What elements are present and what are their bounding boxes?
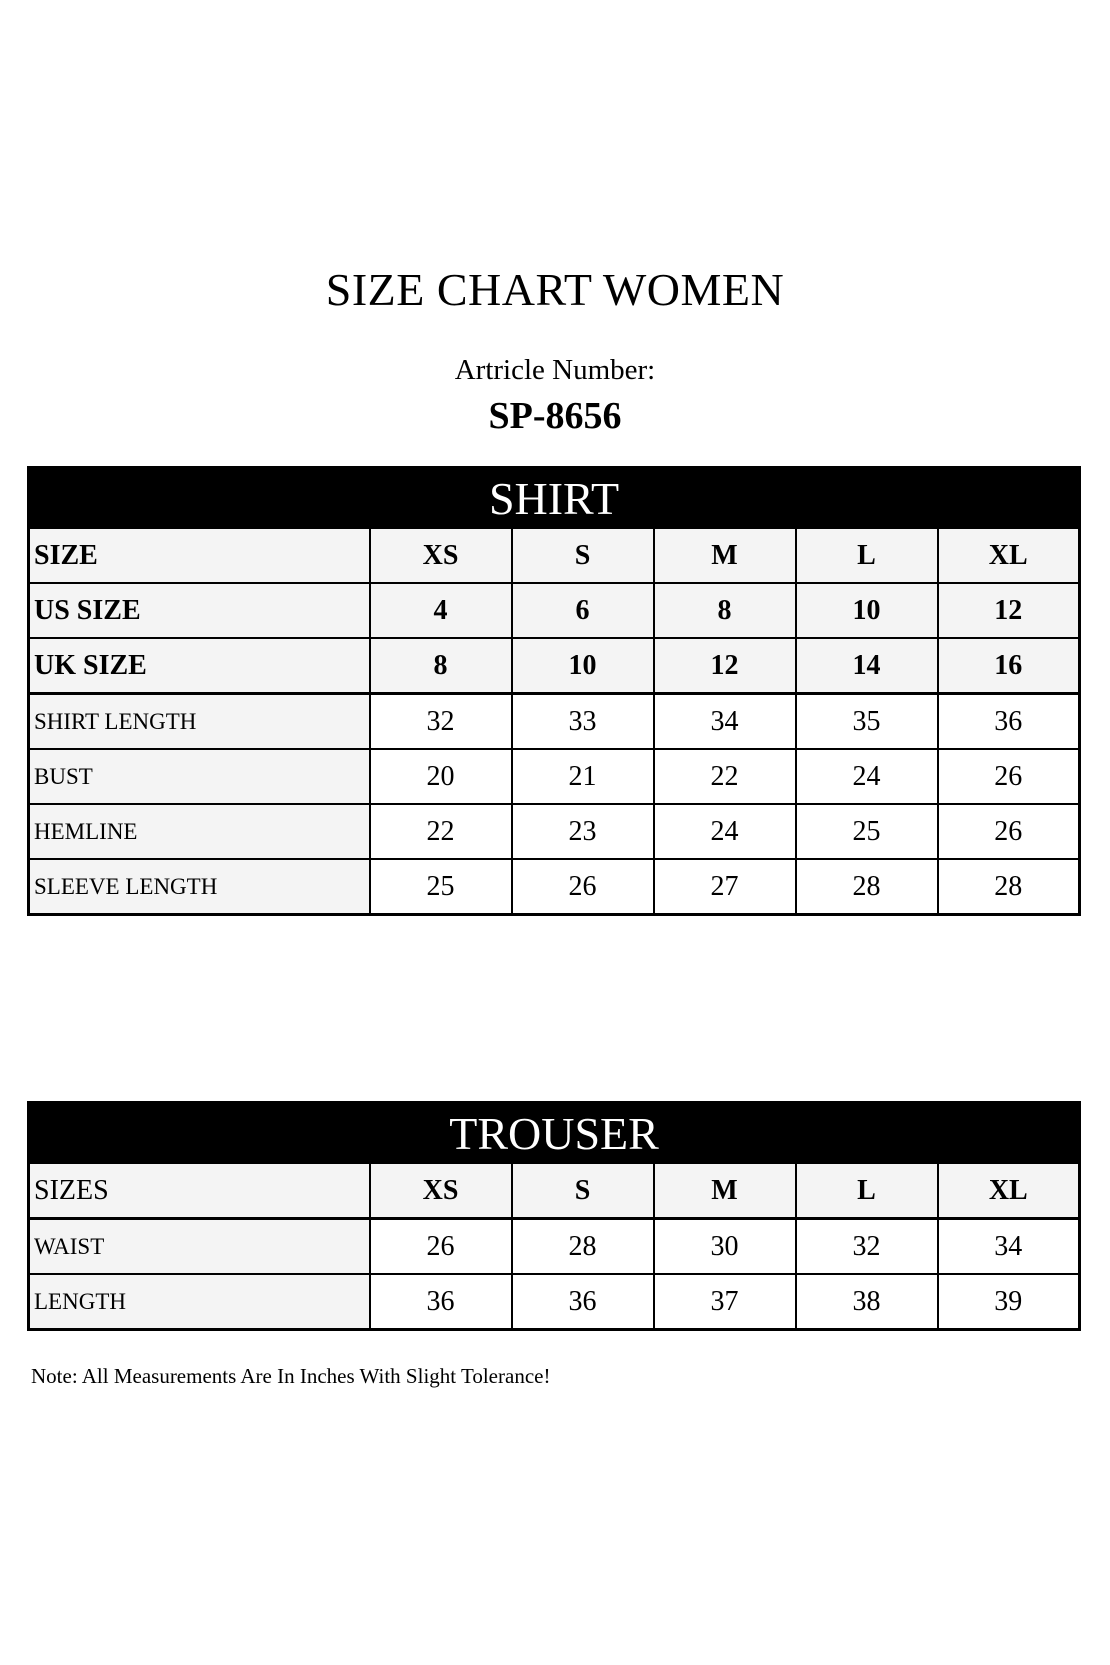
row-label: UK SIZE: [29, 638, 370, 694]
table-cell: 24: [796, 749, 938, 804]
table-cell: 26: [938, 749, 1080, 804]
table-cell: 38: [796, 1274, 938, 1330]
table-cell: 24: [654, 804, 796, 859]
table-cell: 36: [938, 694, 1080, 750]
table-cell: 37: [654, 1274, 796, 1330]
row-label: WAIST: [29, 1219, 370, 1275]
table-cell: 23: [512, 804, 654, 859]
header-label: SIZES: [29, 1163, 370, 1219]
measurement-note: Note: All Measurements Are In Inches With Slight Tolerance!: [31, 1364, 551, 1388]
table-header-row: [29, 528, 1080, 583]
trouser-size-table: [27, 1101, 1081, 1331]
table-cell: 28: [512, 1219, 654, 1275]
trouser-table-title: TROUSER: [29, 1103, 1080, 1164]
table-cell: 10: [796, 583, 938, 638]
table-cell: 6: [512, 583, 654, 638]
size-header: S: [512, 1163, 654, 1219]
table-row: [29, 1274, 1080, 1330]
table-cell: 36: [370, 1274, 512, 1330]
size-header: S: [512, 528, 654, 583]
table-cell: 26: [512, 859, 654, 915]
table-cell: 22: [654, 749, 796, 804]
table-cell: 32: [796, 1219, 938, 1275]
table-cell: 12: [938, 583, 1080, 638]
table-cell: 25: [796, 804, 938, 859]
size-header: M: [654, 528, 796, 583]
size-header: XS: [370, 528, 512, 583]
table-row: [29, 804, 1080, 859]
table-cell: 27: [654, 859, 796, 915]
table-cell: 8: [370, 638, 512, 694]
page-title: SIZE CHART WOMEN: [325, 264, 785, 315]
row-label: SHIRT LENGTH: [29, 694, 370, 750]
table-cell: 35: [796, 694, 938, 750]
article-number-label: Artricle Number:: [454, 354, 656, 386]
table-cell: 25: [370, 859, 512, 915]
table-cell: 28: [796, 859, 938, 915]
table-cell: 20: [370, 749, 512, 804]
table-cell: 39: [938, 1274, 1080, 1330]
table-cell: 34: [938, 1219, 1080, 1275]
shirt-table-title: SHIRT: [29, 468, 1080, 529]
size-header: L: [796, 528, 938, 583]
size-header: M: [654, 1163, 796, 1219]
table-cell: 26: [370, 1219, 512, 1275]
table-row: [29, 749, 1080, 804]
table-cell: 16: [938, 638, 1080, 694]
table-header-row: [29, 1163, 1080, 1219]
table-cell: 34: [654, 694, 796, 750]
size-header: XL: [938, 528, 1080, 583]
size-header: L: [796, 1163, 938, 1219]
table-row: [29, 859, 1080, 915]
size-header: XL: [938, 1163, 1080, 1219]
table-row: [29, 694, 1080, 750]
table-cell: 36: [512, 1274, 654, 1330]
row-label: US SIZE: [29, 583, 370, 638]
table-cell: 28: [938, 859, 1080, 915]
table-row: [29, 583, 1080, 638]
table-row: [29, 1219, 1080, 1275]
shirt-size-table: [27, 466, 1081, 916]
row-label: BUST: [29, 749, 370, 804]
table-cell: 8: [654, 583, 796, 638]
table-cell: 32: [370, 694, 512, 750]
table-cell: 22: [370, 804, 512, 859]
table-cell: 10: [512, 638, 654, 694]
header-label: SIZE: [29, 528, 370, 583]
row-label: SLEEVE LENGTH: [29, 859, 370, 915]
table-cell: 4: [370, 583, 512, 638]
row-label: LENGTH: [29, 1274, 370, 1330]
table-cell: 12: [654, 638, 796, 694]
table-cell: 33: [512, 694, 654, 750]
table-cell: 21: [512, 749, 654, 804]
table-cell: 30: [654, 1219, 796, 1275]
size-header: XS: [370, 1163, 512, 1219]
table-cell: 14: [796, 638, 938, 694]
table-row: [29, 638, 1080, 694]
article-number: SP-8656: [488, 395, 622, 437]
table-cell: 26: [938, 804, 1080, 859]
row-label: HEMLINE: [29, 804, 370, 859]
